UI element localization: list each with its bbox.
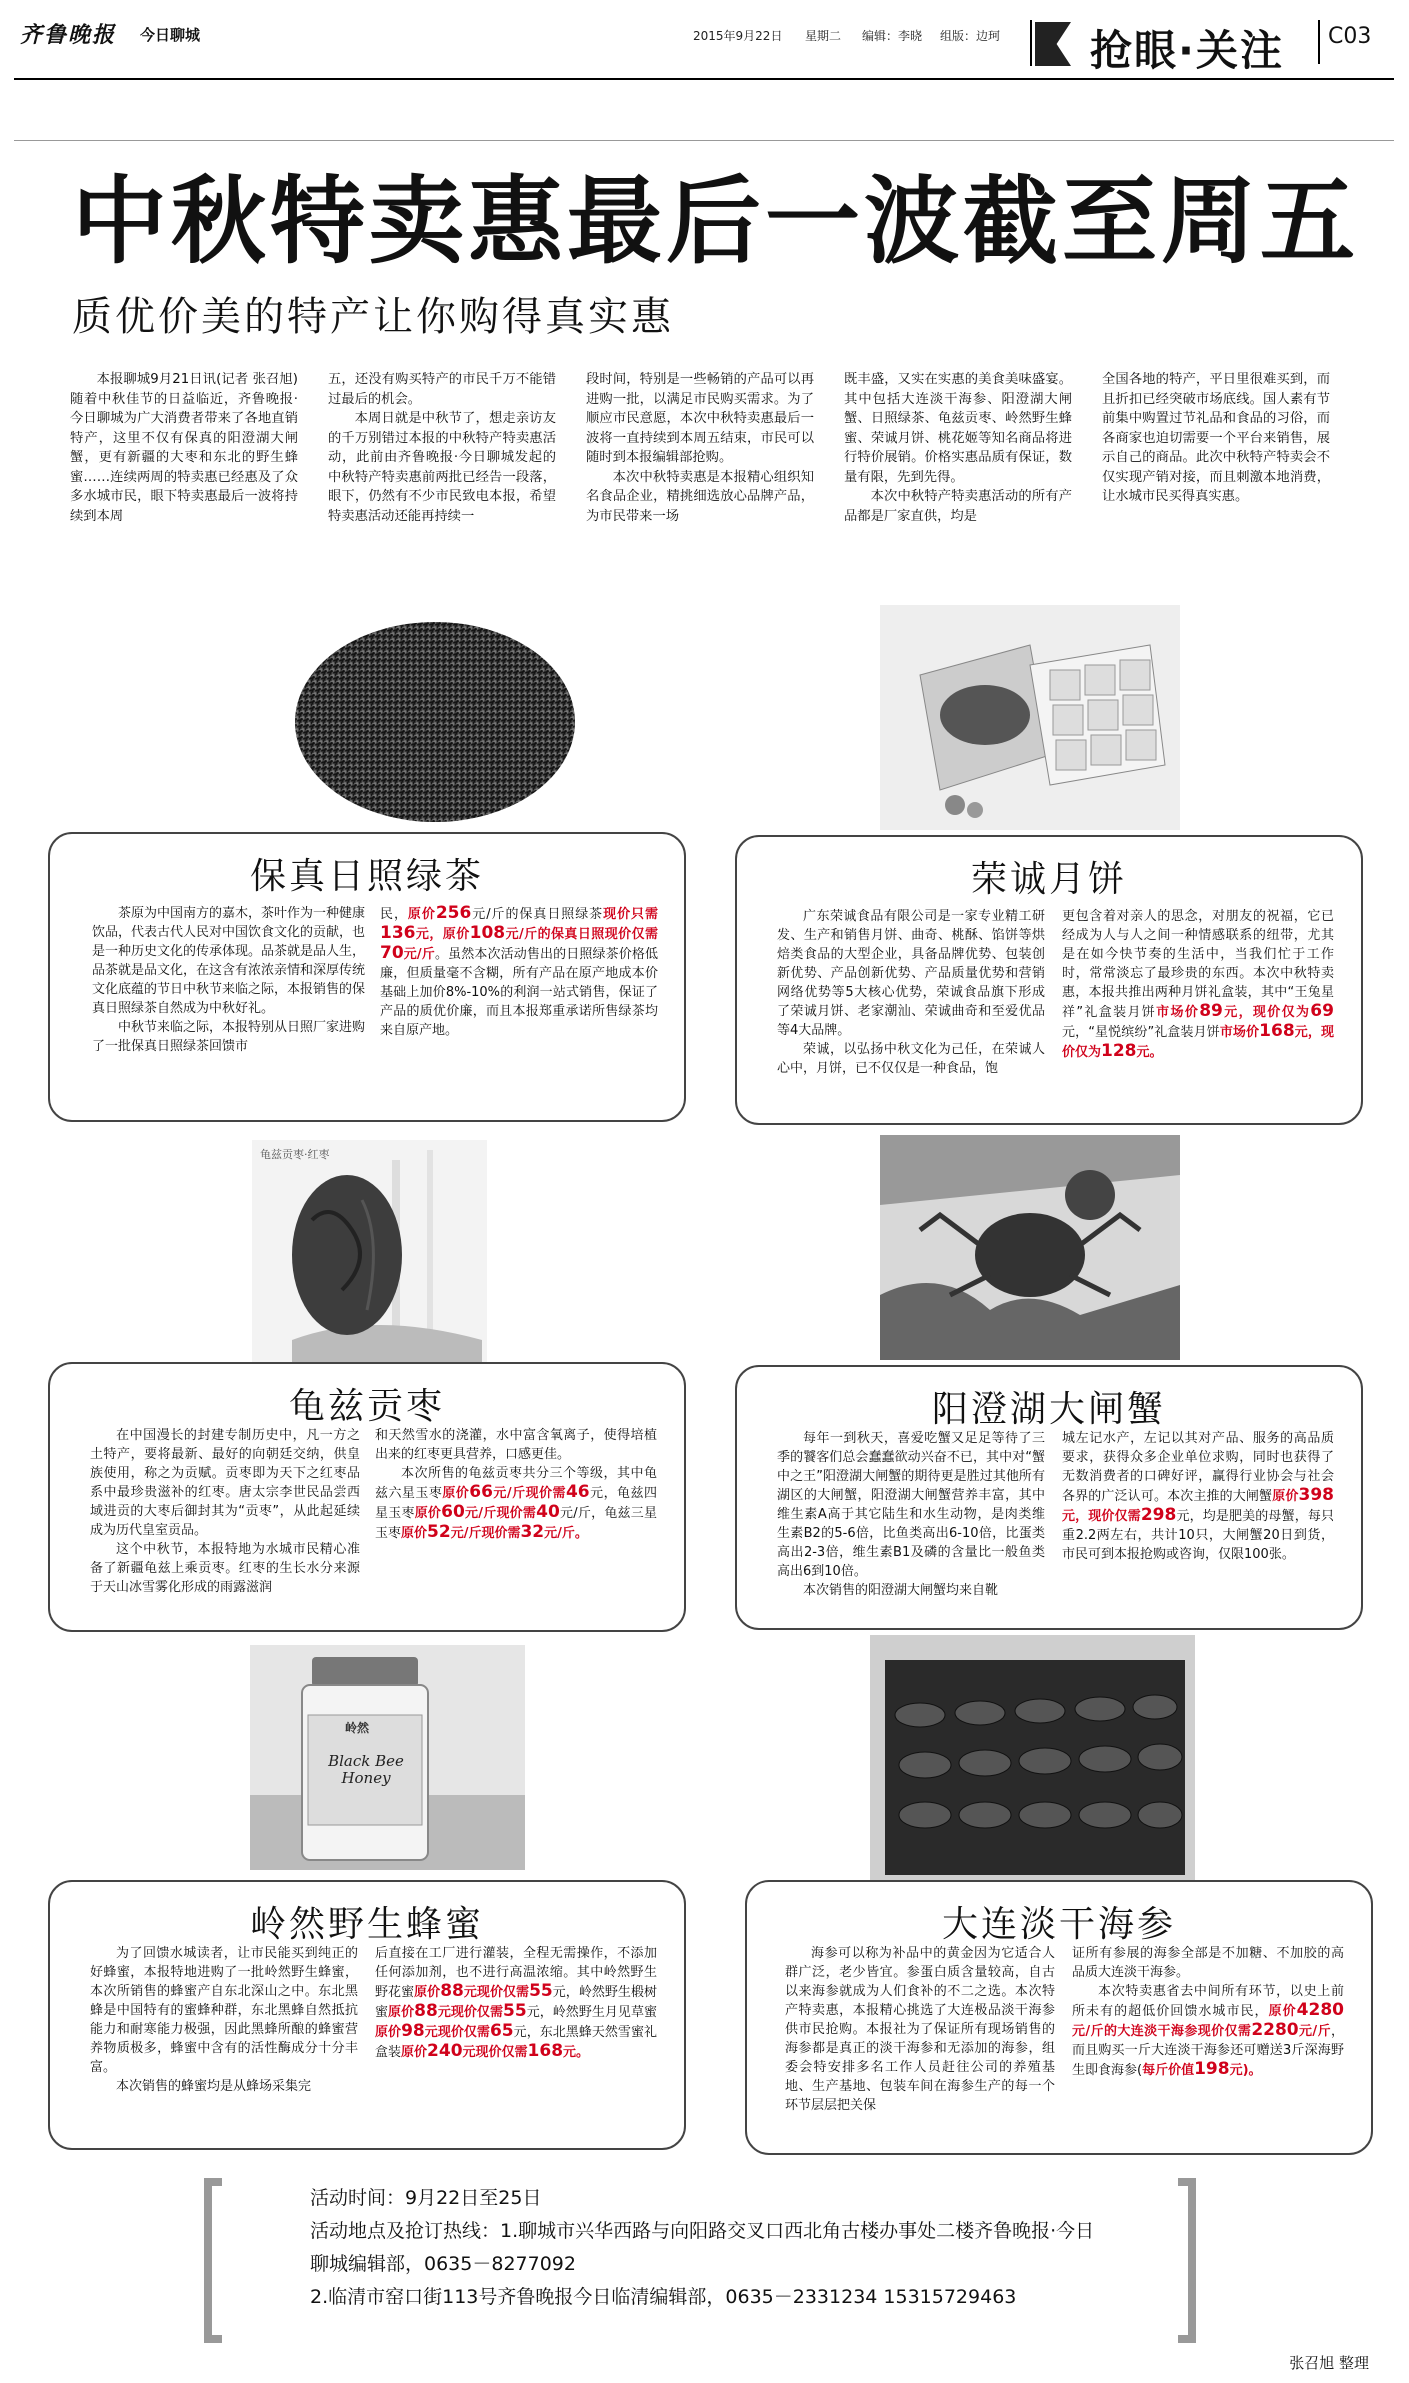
price-unit: 元。 [563, 2045, 590, 2060]
intro-paragraph: 既丰盛，又实在实惠的美食美味盛宴。其中包括大连淡干海参、阳澄湖大闸蟹、日照绿茶、龟兹贡枣、岭然野生蜂蜜、荣诚月饼、桃花姬等知名商品将进行特价展销。价格实惠品质有保证，数量有限，先到先得。 [844, 372, 1072, 485]
honey-jar-brand: 岭然 [345, 1721, 370, 1735]
red-date-text: 元/斤，龟兹三星玉枣 [375, 1506, 657, 1541]
page-headline: 中秋特卖惠最后一波截至周五 [72, 167, 1360, 277]
wild-honey-text-col-2 [375, 1944, 657, 2062]
price-label: 原价 [1268, 2004, 1297, 2019]
hairy-crab-title: 阳澄湖大闸蟹 [931, 1389, 1166, 1430]
green-tea-text-col-1 [92, 904, 365, 1056]
wild-honey-text: 后直接在工厂进行灌装，全程无需操作，不添加任何添加剂，也不进行高温浓缩。其中岭然野生野花蜜 [375, 1946, 657, 2000]
price-label: 市场价 [1156, 1005, 1200, 1020]
issue-date: 2015年9月22日 [693, 29, 783, 43]
price-label: 元，现价仅为 [1222, 1005, 1311, 1020]
price-label: 现价仅需 [1197, 2024, 1252, 2039]
mooncake-text-col-1 [777, 907, 1045, 1078]
sea-cucumber-text: ，而且购买一斤大连淡干海参还可赠送3斤深海野生即食海参( [1072, 2024, 1344, 2078]
price-label: 原价 [401, 1526, 428, 1541]
honey-jar-photo [250, 1645, 525, 1870]
price-original: 256 [435, 903, 472, 923]
price-label: 原价 [414, 1506, 442, 1521]
intro-col-5 [1102, 370, 1330, 507]
hairy-crab-paragraph: 本次销售的阳澄湖大闸蟹均来自靴 [803, 1583, 999, 1598]
green-tea-paragraph: 茶原为中国南方的嘉木，茶叶作为一种健康饮品，代表古代人民对中国饮食文化的贡献，也是一种历史文化的传承体现。品茶就是品人生，品茶就是品文化，在这含有浓浓亲情和深厚传统文化底蕴的节日中秋节来临之际，本报销售的保真日照绿茶自然成为中秋好礼。 [92, 906, 366, 1016]
price-label: 原价 [442, 927, 470, 942]
price-unit: 元/斤的保真日照 [505, 927, 605, 942]
price-label: 元现价仅需 [463, 1985, 530, 2000]
page-number: C03 [1328, 24, 1372, 49]
mooncake-text: 元，“星悦缤纷”礼盒装月饼 [1062, 1025, 1220, 1040]
header-rule-thin [14, 140, 1394, 141]
intro-paragraph: 本周日就是中秋节了，想走亲访友的千万别错过本报的中秋特产特卖惠活动，此前由齐鲁晚报·今日聊城发起的中秋特产特卖惠前两批已经告一段落，眼下，仍然有不少市民致电本报，希望特卖惠活动还能再持续一 [328, 411, 556, 524]
hairy-crab-text-col-1 [777, 1429, 1045, 1600]
price-label: 元，现价仅需 [1062, 1509, 1141, 1524]
editor-credit: 编辑：李晓 [862, 29, 923, 43]
price-sale: 55 [529, 1981, 553, 2001]
sea-cucumber-text: 证所有参展的海参全部是不加糖、不加胶的高品质大连淡干海参。 [1072, 1946, 1344, 1980]
edition-name: 今日聊城 [140, 26, 201, 44]
price-label: 原价 [414, 1985, 441, 2000]
price-sale: 69 [1310, 1001, 1334, 1021]
intro-paragraph: 五，还没有购买特产的市民千万不能错过最后的机会。 [328, 372, 556, 407]
price-original: 398 [1298, 1485, 1334, 1505]
section-name: 抢眼·关注 [1090, 26, 1284, 75]
red-date-card [48, 1362, 686, 1632]
price-original: 98 [401, 2021, 425, 2041]
page-subheadline: 质优价美的特产让你购得真实惠 [72, 294, 674, 340]
sea-cucumber-text: 本次特卖惠省去中间所有环节，以史上前所未有的超低价回馈水城市民， [1072, 1984, 1344, 2019]
sea-cucumber-photo [870, 1635, 1195, 1880]
price-label: 市场价 [1219, 1025, 1260, 1040]
intro-col-3 [586, 370, 814, 526]
sea-cucumber-text-col-2 [1072, 1944, 1344, 2080]
price-label: 原价 [442, 1486, 470, 1501]
green-tea-text-col-2 [380, 904, 658, 1040]
price-sale: 65 [489, 2021, 514, 2041]
red-date-text: 本次所售的龟兹贡枣共分三个等级，其中龟兹六星玉枣 [375, 1466, 657, 1501]
price-sale: 55 [503, 2001, 527, 2021]
price-label: 元/斤现价需 [464, 1506, 537, 1521]
sea-cucumber-title: 大连淡干海参 [941, 1904, 1176, 1945]
price-gift-value: 198 [1194, 2059, 1230, 2079]
price-sale: 32 [520, 1522, 545, 1542]
price-label: 原价 [407, 907, 436, 922]
event-place-1: 活动地点及抢订热线：1.聊城市兴华西路与向阳路交叉口西北角古楼办事处二楼齐鲁晚报·今日 [310, 2220, 1095, 2242]
event-place-1-cont: 聊城编辑部，0635－8277092 [310, 2253, 576, 2275]
red-date-text: 元，龟兹四星玉枣 [375, 1486, 657, 1521]
price-unit: 元/斤 [1298, 2024, 1331, 2039]
red-date-text-col-1 [90, 1426, 360, 1597]
price-sale: 70 [380, 943, 404, 963]
price-sale: 46 [565, 1482, 590, 1502]
sea-cucumber-text-col-1 [785, 1944, 1055, 2115]
price-label: 元现价仅需 [437, 2005, 503, 2020]
price-label: 现价只需 [603, 907, 658, 922]
price-label: 原价 [1272, 1489, 1299, 1504]
green-tea-text: 元/斤的保真日照绿茶 [471, 907, 604, 922]
header-rule [14, 78, 1394, 80]
price-original: 168 [1259, 1021, 1295, 1041]
event-info-frame [200, 2178, 1200, 2343]
price-original: 88 [440, 1981, 464, 2001]
price-sale: 128 [1101, 1041, 1137, 1061]
green-tea-text: 民， [380, 907, 408, 922]
sea-cucumber-paragraph: 海参可以称为补品中的黄金因为它适合人群广泛，老少皆宜。参蛋白质含量较高，自古以来海参就成为人们食补的不二之选。本次特产特卖惠，本报精心挑选了大连极品淡干海参供市民抢购。本报社为了保证所有现场销售的海参都是真正的淡干海参和无添加的海参，组委会特安排多名工作人员赶往公司的养殖基地、生产基地、包装车间在海参生产的每一个环节层层把关保 [785, 1946, 1055, 2113]
price-unit: 元)。 [1229, 2063, 1262, 2078]
mooncake-paragraph: 广东荣诚食品有限公司是一家专业精工研发、生产和销售月饼、曲奇、桃酥、馅饼等烘焙类食品的大型企业，具备品牌优势、包装创新优势、产品创新优势、产品质量优势和营销网络优势等5大核心优势，荣诚食品旗下形成了荣诚月饼、老家潮汕、荣诚曲奇和至爱优品等4大品牌。 [777, 909, 1045, 1038]
price-label: 元现价仅需 [462, 2045, 528, 2060]
hairy-crab-text-col-2 [1062, 1429, 1334, 1564]
wild-honey-text: 元，岭然野生月见草蜜 [526, 2005, 657, 2020]
intro-col-4 [844, 370, 1072, 526]
price-original: 60 [441, 1502, 465, 1522]
mooncake-paragraph: 荣诚，以弘扬中秋文化为己任，在荣诚人心中，月饼，已不仅仅是一种食品，饱 [777, 1042, 1045, 1076]
price-original: 66 [469, 1482, 493, 1502]
event-place-2: 2.临清市窑口街113号齐鲁晚报今日临清编辑部，0635－2331234 15315729463 [310, 2286, 1017, 2308]
intro-col-2 [328, 370, 556, 526]
price-original: 4280 [1296, 2000, 1344, 2020]
price-sale: 2280 [1251, 2020, 1299, 2040]
wild-honey-text: 元，东北黑蜂天然雪蜜礼盒装 [375, 2025, 657, 2060]
event-time: 活动时间：9月22日至25日 [310, 2187, 542, 2209]
price-original: 89 [1199, 1001, 1223, 1021]
price-sale: 136 [380, 923, 416, 943]
masthead-logo: 齐鲁晚报 [20, 22, 117, 48]
wild-honey-text-col-1 [90, 1944, 358, 2096]
price-label: 元，现价仅为 [1062, 1025, 1334, 1060]
intro-paragraph: 全国各地的特产，平日里很难买到，而且折扣已经突破市场底线。国人素有节前集中购置过节礼品和食品的习俗，而各商家也迫切需要一个平台来销售，展示自己的商品。此次中秋特产特卖会不仅实现产销对接，而且刺激本地消费，让水城市民买得真实惠。 [1102, 372, 1330, 504]
article-credit: 张召旭 整理 [1289, 2354, 1369, 2372]
intro-paragraph: 段时间，特别是一些畅销的产品可以再进购一批，以满足市民购买需求。为了顺应市民意愿，本次中秋特卖惠最后一波将一直持续到本周五结束，市民可以随时到本报编辑部抢购。 [586, 372, 814, 465]
mooncake-gift-box-photo [880, 605, 1180, 830]
green-tea-card [48, 832, 686, 1122]
price-original: 240 [427, 2041, 463, 2061]
hairy-crab-text: 元，均是肥美的母蟹，每只重2.2两左右，共计10只，大闸蟹20日到货，市民可到本报抢购或咨询，仅限100张。 [1062, 1509, 1334, 1562]
header-divider [1030, 20, 1032, 66]
red-date-image-label: 龟兹贡枣·红枣 [260, 1148, 330, 1161]
layout-credit: 组版：边珂 [940, 29, 1001, 43]
issue-weekday: 星期二 [805, 29, 842, 43]
hairy-crab-paragraph: 每年一到秋天，喜爱吃蟹又足足等待了三季的饕客们总会蠢蠢欲动兴奋不已，其中对“蟹中之王”阳澄湖大闸蟹的期待更是胜过其他所有湖区的大闸蟹，阳澄湖大闸蟹营养丰富，其中维生素A高于其它陆生和水生动物，是肉类维生素B2的5-6倍，比鱼类高出6-10倍，比蛋类高出2-3倍，维生素B1及磷的含量比一般鱼类高出6到10倍。 [777, 1431, 1045, 1579]
red-date-title: 龟兹贡枣 [288, 1386, 445, 1427]
price-label: 元/斤的大连淡干海参 [1072, 2024, 1198, 2039]
price-unit: 元， [415, 927, 443, 942]
mooncake-card [735, 835, 1363, 1125]
mooncake-text-col-2 [1062, 907, 1334, 1062]
price-label: 元/斤现价需 [492, 1486, 566, 1501]
price-label: 原价 [375, 2025, 402, 2040]
price-label: 原价 [388, 2005, 415, 2020]
price-label: 每斤价值 [1142, 2063, 1195, 2078]
green-tea-title: 保真日照绿茶 [249, 856, 484, 897]
wild-honey-text: 元，岭然野生椴树蜜 [375, 1985, 657, 2020]
wild-honey-paragraph: 为了回馈水城读者，让市民能买到纯正的好蜂蜜，本报特地进购了一批岭然野生蜂蜜，本次所销售的蜂蜜产自东北深山之中。东北黑蜂是中国特有的蜜蜂种群，东北黑蜂自然抵抗能力和耐寒能力极强，因此黑蜂所酿的蜂蜜营养物质极多，蜂蜜中含有的活性酶成分十分丰富。 [90, 1946, 358, 2075]
wild-honey-paragraph: 本次销售的蜂蜜均是从蜂场采集完 [116, 2079, 312, 2094]
section-arrow-icon [1035, 22, 1071, 66]
event-info-block [310, 2182, 1170, 2314]
price-sale: 298 [1140, 1505, 1177, 1525]
hairy-crab-photo [880, 1135, 1180, 1360]
green-tea-text: 。虽然本次活动售出的日照绿茶价格低廉，但质量毫不含糊，所有产品在原产地成本价基础上加价8%-10%的利润一站式销售，保证了产品的质优价廉，而且本报郑重承诺所售绿茶均来自原产地。 [380, 947, 658, 1038]
price-label: 元现价仅需 [424, 2025, 490, 2040]
price-original: 88 [414, 2001, 438, 2021]
intro-paragraph: 本次中秋特产特卖惠活动的所有产品都是厂家直供，均是 [844, 489, 1072, 524]
green-tea-photo [285, 610, 585, 835]
red-date-text: 和天然雪水的浇灌，水中富含氧离子，使得培植出来的红枣更具营养，口感更佳。 [375, 1428, 657, 1462]
price-unit: 元/斤。 [544, 1526, 588, 1541]
hairy-crab-card [735, 1365, 1363, 1630]
intro-col-1 [70, 370, 298, 526]
mooncake-text: 更包含着对亲人的思念，对朋友的祝福，它已经成为人与人之间一种情感联系的纽带，尤其是在如今快节奏的生活中，当我们忙于工作时，常常淡忘了最珍贵的东西。本次中秋特卖惠，本报共推出两种月饼礼盒装，其中“王兔星祥”礼盒装月饼 [1062, 909, 1334, 1020]
red-date-paragraph: 在中国漫长的封建专制历史中，凡一方之土特产，要将最新、最好的向朝廷交纳，供皇族使用，称之为贡赋。贡枣即为天下之红枣品系中最珍贵滋补的红枣。唐太宗李世民品尝西域进贡的大枣后御封其为“贡枣”，从此起延续成为历代皇室贡品。 [90, 1428, 360, 1538]
red-date-paragraph: 这个中秋节，本报特地为水城市民精心准备了新疆龟兹上乘贡枣。红枣的生长水分来源于天山冰雪雾化形成的雨露滋润 [90, 1542, 360, 1595]
honey-jar-label: Black Bee Honey [328, 1752, 404, 1787]
intro-paragraph: 本次中秋特卖惠是本报精心组织知名食品企业，精挑细选放心品牌产品，为市民带来一场 [586, 469, 814, 524]
price-unit: 元/斤 [403, 947, 435, 962]
red-date-photo [252, 1140, 487, 1365]
price-label: 原价 [401, 2045, 428, 2060]
page-divider [1318, 20, 1320, 64]
price-sale: 168 [527, 2041, 564, 2061]
price-sale: 40 [536, 1502, 560, 1522]
price-original: 108 [469, 923, 506, 943]
price-label: 现价仅需 [604, 927, 658, 942]
price-label: 元/斤现价需 [450, 1526, 521, 1541]
hairy-crab-text: 城左记水产，左记以其对产品、服务的高品质要求，获得众多企业单位求购，同时也获得了无数消费者的口碑好评，赢得行业协会与社会各界的广泛认可。本次主推的大闸蟹 [1062, 1431, 1334, 1504]
wild-honey-title: 岭然野生蜂蜜 [249, 1904, 484, 1945]
red-date-text-col-2 [375, 1426, 657, 1543]
price-unit: 元。 [1136, 1045, 1163, 1060]
wild-honey-card [48, 1880, 686, 2150]
green-tea-paragraph: 中秋节来临之际，本报特别从日照厂家进购了一批保真日照绿茶回馈市 [92, 1020, 366, 1054]
mooncake-title: 荣诚月饼 [970, 859, 1127, 900]
sea-cucumber-card [745, 1880, 1373, 2155]
intro-paragraph: 本报聊城9月21日讯(记者 张召旭) 随着中秋佳节的日益临近，齐鲁晚报·今日聊城为广大消费者带来了各地直销特产，这里不仅有保真的阳澄湖大闸蟹，更有新疆的大枣和东北的野生蜂蜜……连续两周的特卖惠已经惠及了众多水城市民，眼下特卖惠最后一波将持续到本周 [70, 372, 298, 524]
price-original: 52 [427, 1522, 451, 1542]
